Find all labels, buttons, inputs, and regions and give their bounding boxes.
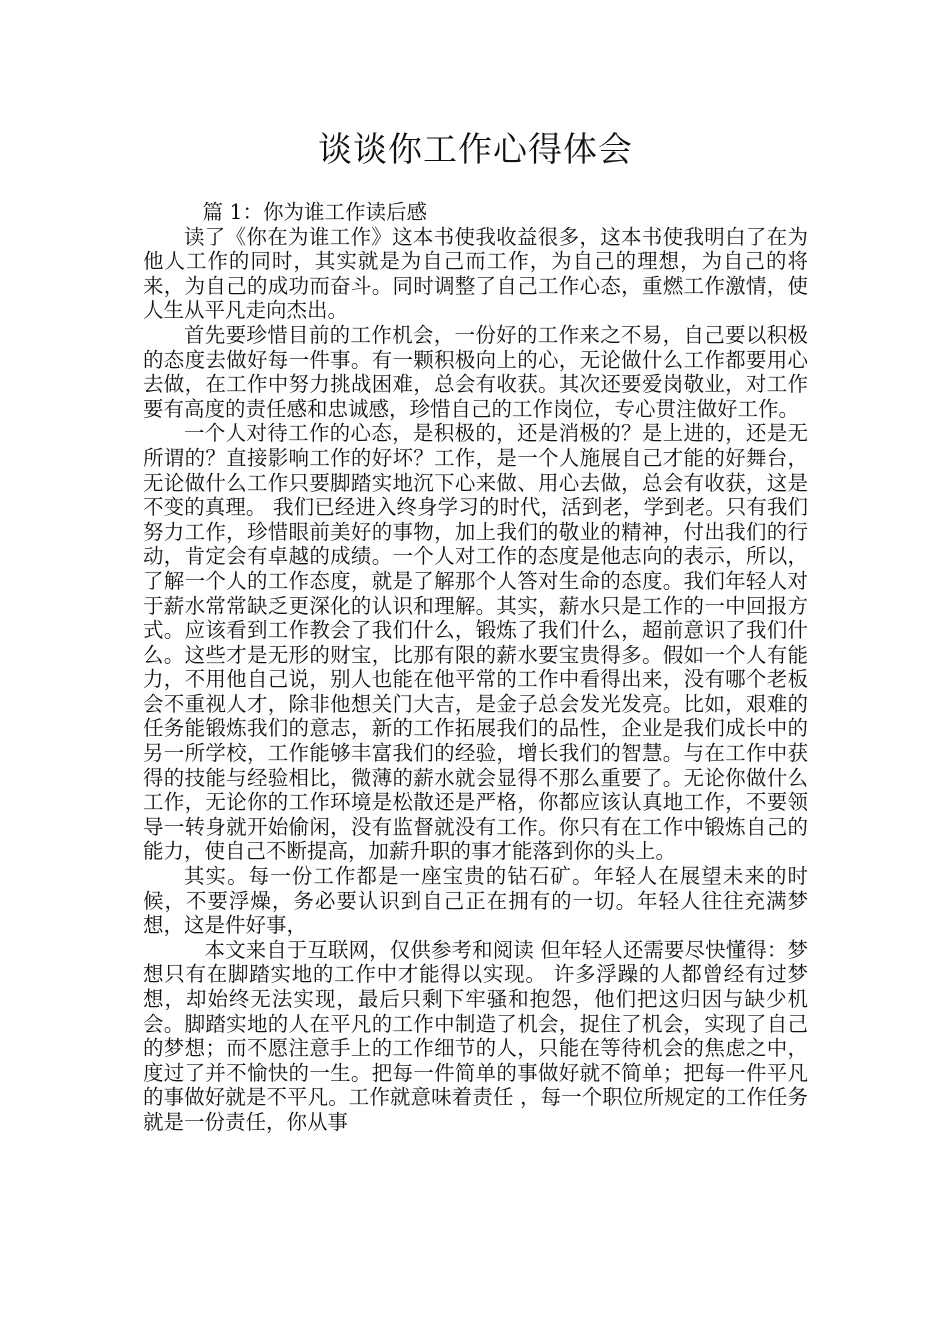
paragraph-dreams: 本文来自于互联网，仅供参考和阅读 但年轻人还需要尽快懂得：梦想只有在脚踏实地的工作中才能得以实现。 许多浮躁的人都曾经有过梦想，却始终无法实现，最后只剩下牢骚和抱怨，他们把这归因与缺少机会。脚踏实地的人在平凡的工作中制造了机会，捉住了机会，实现了自己的梦想；而不愿注意手上的工作细节的人，只能在等待机会的焦虑之中，度过了并不愉快的一生。把每一件简单的事做好就不简单；把每一件平凡的事做好就是不平凡。工作就意味着责任 ，每一个职位所规定的工作任务就是一份责任，你从事 xyxy=(143,937,808,1134)
document-body xyxy=(143,200,808,1135)
paragraph-work-attitude: 一个人对待工作的心态，是积极的，还是消极的？是上进的，还是无所谓的？直接影响工作的好坏？工作，是一个人施展自己才能的好舞台，无论做什么工作只要脚踏实地沉下心来做、用心去做，总会有收获，这是不变的真理。 我们已经进入终身学习的时代，活到老，学到老。只有我们努力工作，珍惜眼前美好的事物，加上我们的敬业的精神，付出我们的行动，肯定会有卓越的成绩。一个人对工作的态度是他志向的表示，所以，了解一个人的工作态度，就是了解那个人答对生命的态度。我们年轻人对于薪水常常缺乏更深化的认识和理解。其实，薪水只是工作的一中回报方式。应该看到工作教会了我们什么，锻炼了我们什么，超前意识了我们什么。这些才是无形的财宝，比那有限的薪水要宝贵得多。假如一个人有能力，不用他自己说，别人也能在他平常的工作中看得出来，没有哪个老板会不重视人才，除非他想关门大吉，是金子总会发光发亮。比如，艰难的任务能锻炼我们的意志，新的工作拓展我们的品性，企业是我们成长中的另一所学校，工作能够丰富我们的经验，增长我们的智慧。与在工作中获得的技能与经验相比，微薄的薪水就会显得不那么重要了。无论你做什么工作，无论你的工作环境是松散还是严格，你都应该认真地工作，不要领导一转身就开始偷闲，没有监督就没有工作。你只有在工作中锻炼自己的能力，使自己不断提高，加薪升职的事才能落到你的头上。 xyxy=(143,421,808,864)
paragraph-diamond-mine: 其实。每一份工作都是一座宝贵的钻石矿。年轻人在展望未来的时候，不要浮燥，务必要认识到自己正在拥有的一切。年轻人往往充满梦想，这是件好事， xyxy=(143,864,808,938)
paragraph-intro: 读了《你在为谁工作》这本书使我收益很多，这本书使我明白了在为他人工作的同时，其实就是为自己而工作，为自己的理想，为自己的将来，为自己的成功而奋斗。同时调整了自己工作心态，重燃工作激情，使人生从平凡走向杰出。 xyxy=(143,224,808,323)
paragraph-cherish-opportunity: 首先要珍惜目前的工作机会，一份好的工作来之不易，自己要以积极的态度去做好每一件事。有一颗积极向上的心，无论做什么工作都要用心去做，在工作中努力挑战困难，总会有收获。其次还要爱岗敬业，对工作要有高度的责任感和忠诚感，珍惜自己的工作岗位，专心贯注做好工作。 xyxy=(143,322,808,421)
document-title: 谈谈你工作心得体会 xyxy=(318,130,633,170)
section-heading: 篇 1：你为谁工作读后感 xyxy=(202,200,427,224)
